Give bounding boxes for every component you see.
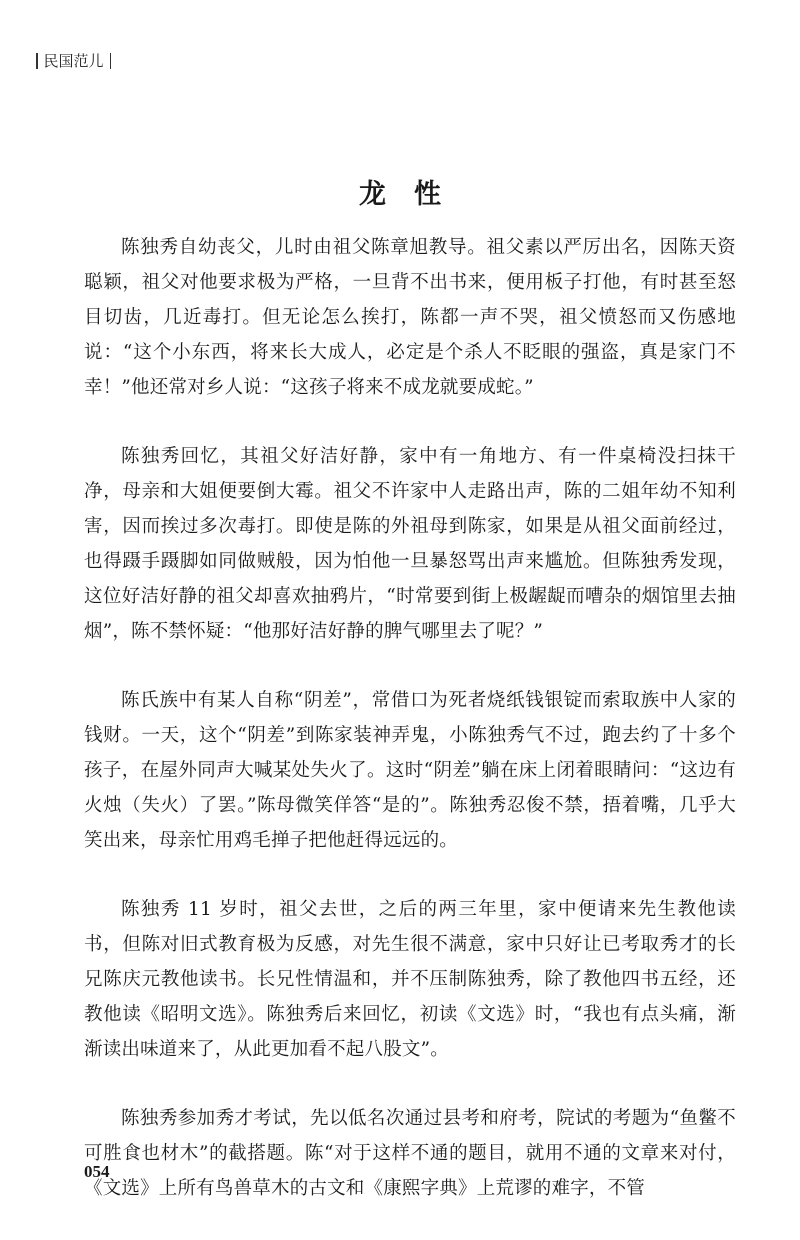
paragraph-4: 陈独秀 11 岁时，祖父去世，之后的两三年里，家中便请来先生教他读书，但陈对旧式教育极为反感，对先生很不满意，家中只好让已考取秀才的长兄陈庆元教他读书。长兄性情温和，并不压制陈独秀，除了教他四书五经，还教他读《昭明文选》。陈独秀后来回忆，初读《文选》时，“我也有点头痛，渐渐读出味道来了，从此更加看不起八股文”。 <box>84 899 736 1060</box>
page-number: 054 <box>84 1162 110 1181</box>
paragraph-5: 陈独秀参加秀才考试，先以低名次通过县考和府考，院试的考题为“鱼鳖不可胜食也材木”的截搭题。陈“对于这样不通的题目，就用不通的文章来对付，《文选》上所有鸟兽草木的古文和《康熙字典》上荒谬的难字，不管 <box>84 1108 736 1199</box>
body-text <box>84 230 736 1240</box>
paragraph-3: 陈氏族中有某人自称“阴差”，常借口为死者烧纸钱银锭而索取族中人家的钱财。一天，这个“阴差”到陈家装神弄鬼，小陈独秀气不过，跑去约了十多个孩子，在屋外同声大喊某处失火了。这时“阴差”躺在床上闭着眼睛问：“这边有火烛（失火）了罢。”陈母微笑佯答“是的”。陈独秀忍俊不禁，捂着嘴，几乎大笑出来，母亲忙用鸡毛掸子把他赶得远远的。 <box>84 690 736 851</box>
header-right-bar <box>110 53 112 69</box>
running-title: 民国范儿 <box>43 52 104 70</box>
running-header <box>36 50 111 71</box>
chapter-title: 龙性 <box>359 179 469 210</box>
paragraph-2: 陈独秀回忆，其祖父好洁好静，家中有一角地方、有一件桌椅没扫抹干净，母亲和大姐便要倒大霉。祖父不许家中人走路出声，陈的二姐年幼不知利害，因而挨过多次毒打。即使是陈的外祖母到陈家，如果是从祖父面前经过，也得蹑手蹑脚如同做贼般，因为怕他一旦暴怒骂出声来尴尬。但陈独秀发现，这位好洁好静的祖父却喜欢抽鸦片，“时常要到街上极龌龊而嘈杂的烟馆里去抽烟”，陈不禁怀疑：“他那好洁好静的脾气哪里去了呢？” <box>84 446 736 642</box>
header-left-bar <box>36 53 38 69</box>
paragraph-1: 陈独秀自幼丧父，儿时由祖父陈章旭教导。祖父素以严厉出名，因陈天资聪颖，祖父对他要求极为严格，一旦背不出书来，便用板子打他，有时甚至怒目切齿，几近毒打。但无论怎么挨打，陈都一声不哭，祖父愤怒而又伤感地说：“这个小东西，将来长大成人，必定是个杀人不眨眼的强盗，真是家门不幸！”他还常对乡人说：“这孩子将来不成龙就要成蛇。” <box>84 237 736 398</box>
